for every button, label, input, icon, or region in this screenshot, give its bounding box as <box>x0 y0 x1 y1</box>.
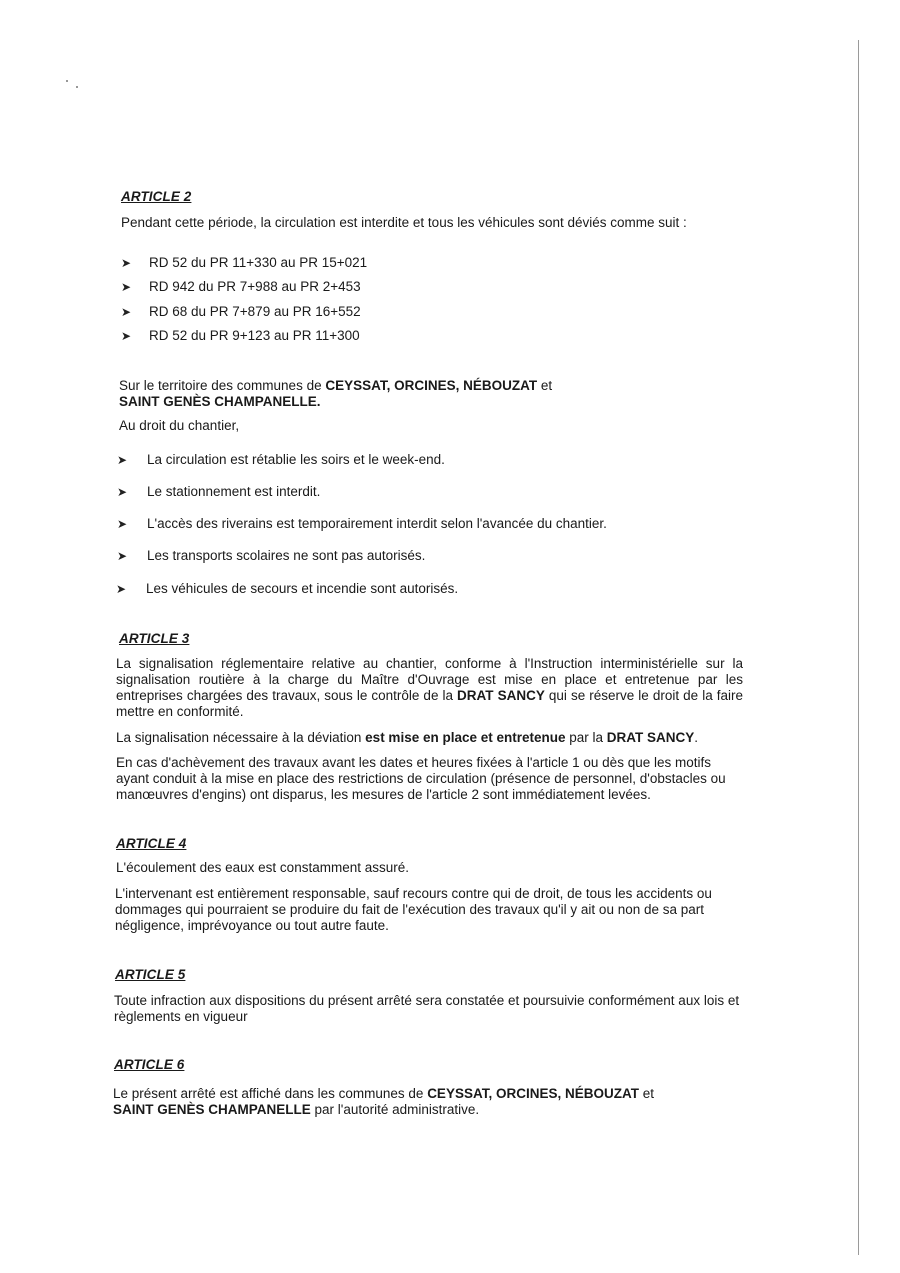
arrow-bullet-icon: ➤ <box>117 453 128 467</box>
article-3-heading: ARTICLE 3 <box>119 631 190 646</box>
article-2-heading: ARTICLE 2 <box>121 189 192 204</box>
article-4-heading: ARTICLE 4 <box>116 836 187 851</box>
arrow-bullet-icon: ➤ <box>121 256 132 270</box>
measure-item: ➤ La circulation est rétablie les soirs et le week-end. <box>117 452 445 467</box>
measure-item: ➤ Les véhicules de secours et incendie sont autorisés. <box>116 581 459 596</box>
article-5-heading: ARTICLE 5 <box>115 967 186 982</box>
arrow-bullet-icon: ➤ <box>117 517 128 531</box>
arrow-bullet-icon: ➤ <box>116 582 127 596</box>
article-5-paragraph-1: Toute infraction aux dispositions du présent arrêté sera constatée et poursuivie conformément aux lois et règlements en vigueur <box>114 993 740 1024</box>
arrow-bullet-icon: ➤ <box>117 485 128 499</box>
article-2-intro: Pendant cette période, la circulation est interdite et tous les véhicules sont déviés comme suit : <box>121 215 687 230</box>
article-3-paragraph-1: La signalisation réglementaire relative au chantier, conforme à l'Instruction interministérielle sur la signalisation routière à la charge du Maître d'Ouvrage est mise en place et entretenue par les entreprises chargées des travaux, sous le contrôle de la DRAT SANCY qui se réserve le droit de la faire mettre en conformité. <box>116 656 744 719</box>
deviation-item: ➤ RD 68 du PR 7+879 au PR 16+552 <box>121 304 361 319</box>
article-4-paragraph-1: L'écoulement des eaux est constamment assuré. <box>116 860 409 875</box>
article-3-paragraph-3: En cas d'achèvement des travaux avant les dates et heures fixées à l'article 1 ou dès que les motifs ayant conduit à la mise en place des restrictions de circulation (présence de personnel, d'obstacles ou manœuvres d'engins) ont disparus, les mesures de l'article 2 sont immédiatement levées. <box>116 755 726 802</box>
arrow-bullet-icon: ➤ <box>121 305 132 319</box>
au-droit-text: Au droit du chantier, <box>119 418 240 433</box>
deviation-item: ➤ RD 52 du PR 9+123 au PR 11+300 <box>121 328 360 343</box>
territory-paragraph: Sur le territoire des communes de CEYSSAT, ORCINES, NÉBOUZAT et SAINT GENÈS CHAMPANELLE. <box>119 378 553 409</box>
measure-item: ➤ Le stationnement est interdit. <box>117 484 321 499</box>
arrow-bullet-icon: ➤ <box>121 280 132 294</box>
measure-item: ➤ L'accès des riverains est temporairement interdit selon l'avancée du chantier. <box>117 516 607 531</box>
measure-item: ➤ Les transports scolaires ne sont pas autorisés. <box>117 548 426 563</box>
article-3-paragraph-2: La signalisation nécessaire à la déviation est mise en place et entretenue par la DRAT SANCY. <box>116 730 699 745</box>
article-4-paragraph-2: L'intervenant est entièrement responsable, sauf recours contre qui de droit, de tous les accidents ou dommages qui pourraient se produire du fait de l'exécution des travaux qu'il y ait ou non de sa part négligence, imprévoyance ou tout autre faute. <box>115 886 712 933</box>
deviation-item: ➤ RD 52 du PR 11+330 au PR 15+021 <box>121 255 368 270</box>
article-6-paragraph-1: Le présent arrêté est affiché dans les communes de CEYSSAT, ORCINES, NÉBOUZAT et SAINT GENÈS CHAMPANELLE par l'autorité administrative. <box>113 1086 654 1117</box>
deviation-item: ➤ RD 942 du PR 7+988 au PR 2+453 <box>121 279 361 294</box>
article-6-heading: ARTICLE 6 <box>114 1057 185 1072</box>
arrow-bullet-icon: ➤ <box>117 549 128 563</box>
arrow-bullet-icon: ➤ <box>121 329 132 343</box>
